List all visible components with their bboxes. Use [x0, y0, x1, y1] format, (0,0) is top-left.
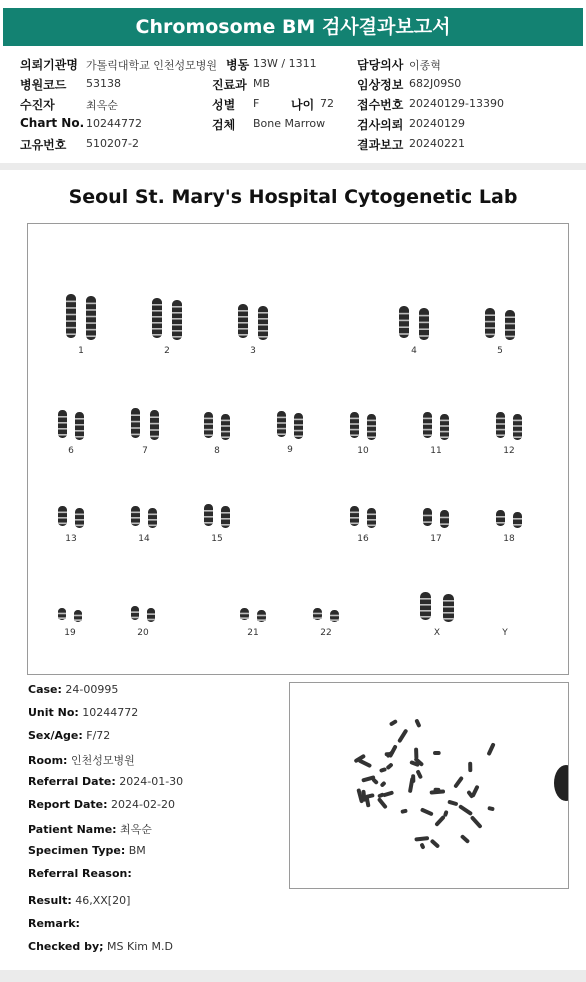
- case-info-value: 10244772: [78, 706, 139, 719]
- case-info-row: [28, 775, 183, 788]
- case-info-row: [28, 821, 152, 837]
- chromosome-pair-20: [125, 606, 161, 638]
- chromosome-pair-16: [344, 506, 382, 544]
- case-info-value: MS Kim M.D: [103, 940, 173, 953]
- report-label: 결과보고: [357, 138, 404, 152]
- chromosome-image: [66, 294, 96, 340]
- chromosome-pair-7: [125, 408, 165, 456]
- case-info-row: [28, 729, 110, 742]
- bottom-divider: [0, 970, 586, 982]
- case-info-value: 2024-01-30: [115, 775, 184, 788]
- accession-label: 접수번호: [357, 98, 404, 112]
- chromosome-label: 19: [64, 628, 76, 638]
- case-info-row: [28, 867, 132, 880]
- chromosome-pair-8: [198, 412, 236, 456]
- chromosome-pair-y: [492, 604, 518, 638]
- age-label: 나이: [291, 98, 315, 112]
- chromosome-image: [240, 608, 266, 622]
- chromosome-label: 1: [78, 346, 84, 356]
- chart-value: 10244772: [86, 117, 142, 130]
- chromosome-label: 4: [411, 346, 417, 356]
- chromosome-image: [131, 606, 155, 622]
- chromosome-pair-17: [417, 508, 455, 544]
- case-info-key: Result:: [28, 894, 72, 907]
- chromosome-label: 11: [430, 446, 442, 456]
- chromosome-label: 20: [137, 628, 149, 638]
- chromosome-pair-14: [125, 506, 163, 544]
- chromosome-image: [152, 298, 182, 340]
- unique-id-label: 고유번호: [20, 138, 67, 152]
- case-info-row: [28, 683, 118, 696]
- sex-label: 성별: [212, 98, 236, 112]
- case-info-key: Unit No:: [28, 706, 79, 719]
- chromosome-image: [238, 304, 268, 340]
- chromosome-image: [350, 506, 376, 528]
- chromosome-label: 17: [430, 534, 442, 544]
- doctor-label: 담당의사: [357, 58, 404, 72]
- chromosome-label: 7: [142, 446, 148, 456]
- chromosome-pair-3: [232, 304, 274, 356]
- chromosome-pair-15: [198, 504, 236, 544]
- chromosome-label: 21: [247, 628, 259, 638]
- case-info-row: [28, 798, 175, 811]
- patient-label: 수진자: [20, 98, 55, 112]
- sex-value: F: [253, 97, 260, 110]
- report-title-bar: [3, 8, 583, 46]
- case-info-row: [28, 844, 146, 857]
- unique-id-value: 510207-2: [86, 137, 139, 150]
- chromosome-image: [58, 506, 84, 528]
- request-value: 20240129: [409, 117, 465, 130]
- chromosome-image: [131, 408, 159, 440]
- chromosome-label: 15: [211, 534, 223, 544]
- chromosome-label: 2: [164, 346, 170, 356]
- report-value: 20240221: [409, 137, 465, 150]
- chromosome-label: 8: [214, 446, 220, 456]
- clinical-info-label: 임상정보: [357, 78, 404, 92]
- case-info-key: Case:: [28, 683, 62, 696]
- chromosome-pair-1: [60, 294, 102, 356]
- dept-value: MB: [253, 77, 271, 90]
- chromosome-image: [498, 604, 512, 622]
- case-info-key: Sex/Age:: [28, 729, 83, 742]
- case-info-value: F/72: [82, 729, 111, 742]
- patient-info-panel: [0, 52, 586, 164]
- chromosome-label: 5: [497, 346, 503, 356]
- specimen-value: Bone Marrow: [253, 117, 326, 130]
- chromosome-image: [399, 306, 429, 340]
- specimen-label: 검체: [212, 118, 236, 132]
- case-info-row: [28, 940, 173, 953]
- chromosome-image: [420, 592, 454, 622]
- chromosome-pair-12: [490, 412, 528, 456]
- hospital-code-value: 53138: [86, 77, 121, 90]
- chromosome-label: 6: [68, 446, 74, 456]
- chromosome-pair-4: [393, 306, 435, 356]
- case-info-key: Room:: [28, 754, 68, 767]
- chromosome-pair-5: [479, 308, 521, 356]
- chromosome-image: [423, 508, 449, 528]
- chromosome-pair-18: [490, 510, 528, 544]
- chart-label: Chart No.: [20, 116, 85, 130]
- chromosome-pair-10: [344, 412, 382, 456]
- chromosome-label: 13: [65, 534, 77, 544]
- chromosome-pair-6: [52, 410, 90, 456]
- case-info-key: Specimen Type:: [28, 844, 126, 857]
- chromosome-pair-x: [414, 592, 460, 638]
- ward-value: 13W / 1311: [253, 57, 317, 70]
- case-info-value: 2024-02-20: [107, 798, 175, 811]
- patient-value: 최옥순: [86, 99, 118, 112]
- case-info-row: [28, 894, 130, 907]
- chromosome-label: 12: [503, 446, 515, 456]
- chromosome-label: 16: [357, 534, 369, 544]
- case-info-row: [28, 706, 138, 719]
- chromosome-image: [204, 504, 230, 528]
- clinical-info-value: 682J09S0: [409, 77, 462, 90]
- chromosome-label: 10: [357, 446, 369, 456]
- chromosome-pair-11: [417, 412, 455, 456]
- chromosome-image: [496, 510, 522, 528]
- case-info-value: 인천성모병원: [67, 754, 135, 767]
- case-info-value: 최옥순: [116, 823, 152, 836]
- institution-value: 가톨릭대학교 인천성모병원: [86, 59, 218, 72]
- request-label: 검사의뢰: [357, 118, 404, 132]
- chromosome-pair-13: [52, 506, 90, 544]
- chromosome-label: 22: [320, 628, 332, 638]
- institution-label: 의뢰기관명: [20, 58, 78, 72]
- case-info-row: [28, 752, 135, 768]
- report-title: Chromosome BM 검사결과보고서: [135, 16, 451, 38]
- metaphase-image: [289, 682, 569, 889]
- case-info-row: [28, 917, 80, 930]
- chromosome-label: 3: [250, 346, 256, 356]
- case-info-value: 24-00995: [61, 683, 119, 696]
- dept-label: 진료과: [212, 78, 247, 92]
- chromosome-label: Y: [502, 628, 508, 638]
- chromosome-label: 9: [287, 445, 293, 455]
- section-divider: [0, 163, 586, 170]
- ward-label: 병동: [226, 58, 250, 72]
- chromosome-label: 18: [503, 534, 515, 544]
- chromosome-image: [204, 412, 230, 440]
- case-info-value: 46,XX[20]: [71, 894, 131, 907]
- chromosome-image: [423, 412, 449, 440]
- accession-value: 20240129-13390: [409, 97, 504, 110]
- age-value: 72: [320, 97, 334, 110]
- chromosome-pair-9: [271, 411, 309, 455]
- chromosome-image: [58, 608, 82, 622]
- chromosome-image: [496, 412, 522, 440]
- chromosome-label: 14: [138, 534, 150, 544]
- chromosome-image: [485, 308, 515, 340]
- chromosome-image: [277, 411, 303, 439]
- chromosome-image: [131, 506, 157, 528]
- chromosome-image: [58, 410, 84, 440]
- case-info-key: Remark:: [28, 917, 80, 930]
- case-info-key: Referral Date:: [28, 775, 116, 788]
- doctor-value: 이종혁: [409, 59, 441, 72]
- hospital-code-label: 병원코드: [20, 78, 67, 92]
- chromosome-pair-2: [146, 298, 188, 356]
- case-info-key: Checked by;: [28, 940, 104, 953]
- chromosome-image: [350, 412, 376, 440]
- chromosome-label: X: [433, 628, 441, 638]
- karyogram-panel: [27, 223, 569, 675]
- chromosome-pair-22: [307, 608, 345, 638]
- metaphase-spread: [290, 683, 568, 888]
- lab-title: Seoul St. Mary's Hospital Cytogenetic Lab: [68, 186, 518, 208]
- chromosome-pair-19: [52, 608, 88, 638]
- case-info-value: BM: [125, 844, 146, 857]
- chromosome-pair-21: [234, 608, 272, 638]
- case-info-key: Patient Name:: [28, 823, 117, 836]
- case-info-key: Report Date:: [28, 798, 108, 811]
- case-info-key: Referral Reason:: [28, 867, 132, 880]
- chromosome-image: [313, 608, 339, 622]
